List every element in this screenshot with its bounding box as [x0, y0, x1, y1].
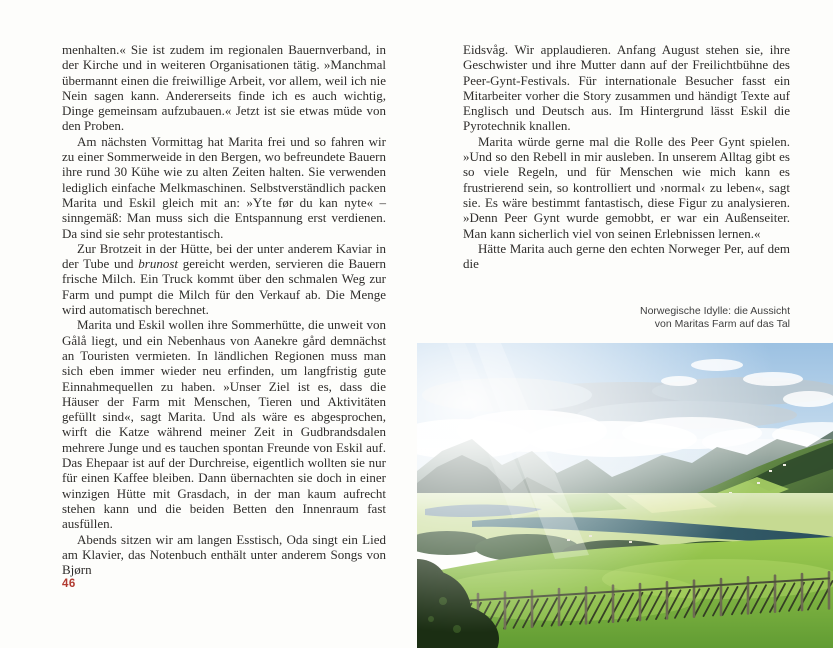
italic-term: brunost — [138, 256, 178, 272]
landscape-photo — [417, 343, 833, 648]
paragraph-text: Zur Brotzeit in der Hütte, bei der unter anderem Kaviar in der Tube und — [62, 240, 386, 272]
paragraph: Am nächsten Vormittag hat Marita frei und so fahren wir zu einer Sommerweide in den Bergen, wo befreundete Bauern ihre rund 30 Kühe wie zu alten Zeiten halten. Sie verwenden lediglich einfache Melkmaschinen. Selbstverständlich packen Marita und Eskil gleich mit an: »Yte før du kan nyte« – sinngemäß: Man muss sich die Entspannung erst verdienen. Da sind sie sehr protestantisch. — [62, 133, 386, 241]
paragraph — [62, 241, 386, 317]
paragraph: Marita und Eskil wollen ihre Sommerhütte, die unweit von Gålå liegt, und ein Nebenhaus von Aanekre gård demnächst an Touristen vermieten. In ländlichen Regionen muss man sich eben immer wieder neu erfinden, um langfristig gute Einnahmequellen zu haben. »Unser Ziel ist es, dass die Häuser der Farm mit Menschen, Tieren und Aktivitäten gefüllt sind«, sagt Marita. Und als wäre es abgesprochen, wirft die Katze während meiner Zeit in Gudbrandsdalen mehrere Junge und es tauchen spontan Freunde von Eskil auf. Das Ehepaar ist auf der Durchreise, eigentlich wollten sie nur für einen Kaffee bleiben. Dann übernachten sie doch in einer winzigen Hütte mit Grasdach, in der man kaum aufrecht stehen kann und die beiden Betten den Innenraum fast ausfüllen. — [62, 317, 386, 532]
paragraph: menhalten.« Sie ist zudem im regionalen Bauernverband, in der Kirche und in weiteren Organisationen tätig. »Manchmal übermannt einen die freiwillige Arbeit, vor allem, weil ich nie Nein sagen kann. Andererseits finde ich es auch wichtig, Dinge gemeinsam aufzubauen.« Jetzt ist sie etwas müde von den Proben. — [62, 42, 386, 134]
paragraph-text: gereicht werden, servieren die Bauern frische Milch. Ein Truck kommt über den schmalen Weg zur Farm und pumpt die Milch für den Verkauf ab. Die Menge wird automatisch berechnet. — [62, 256, 386, 318]
photo-caption — [462, 305, 790, 331]
paragraph: Hätte Marita auch gerne den echten Norweger Per, auf dem die — [463, 240, 790, 272]
paragraph: Abends sitzen wir am langen Esstisch, Oda singt ein Lied am Klavier, das Notenbuch enthält unter anderem Songs von Bjørn — [62, 531, 386, 578]
paragraph: Marita würde gerne mal die Rolle des Peer Gynt spielen. »Und so den Rebell in mir ausleben. In unserem Alltag gibt es so viele Regeln, und für Menschen wie mich kann es frustrierend sein, so kontrolliert und ›normal‹ zu leben«, sagt sie. Es wäre bestimmt fantastisch, diese Figur zu analysieren. »Denn Peer Gynt wurde gemobbt, er war ein Außenseiter. Man kann sicherlich viel von seinen Erlebnissen lernen.« — [463, 133, 790, 241]
photo-caption-line: Norwegische Idylle: die Aussicht — [640, 305, 790, 317]
page-number: 46 — [62, 578, 76, 590]
paragraph: Eidsvåg. Wir applaudieren. Anfang August stehen sie, ihre Geschwister und ihre Mutter dann auf der Freilichtbühne des Peer-Gynt-Festivals. Für internationale Besucher fasst ein Mitarbeiter vorher die Story zusammen und händigt Texte auf Englisch und Deutsch aus. Im Hintergrund lässt Eskil die Pyrotechnik knallen. — [463, 42, 790, 134]
right-page-text-column — [463, 42, 790, 271]
left-page-text-column — [62, 42, 386, 577]
photo-caption-line: von Maritas Farm auf das Tal — [654, 318, 790, 330]
norwegian-valley-scene — [417, 343, 833, 648]
